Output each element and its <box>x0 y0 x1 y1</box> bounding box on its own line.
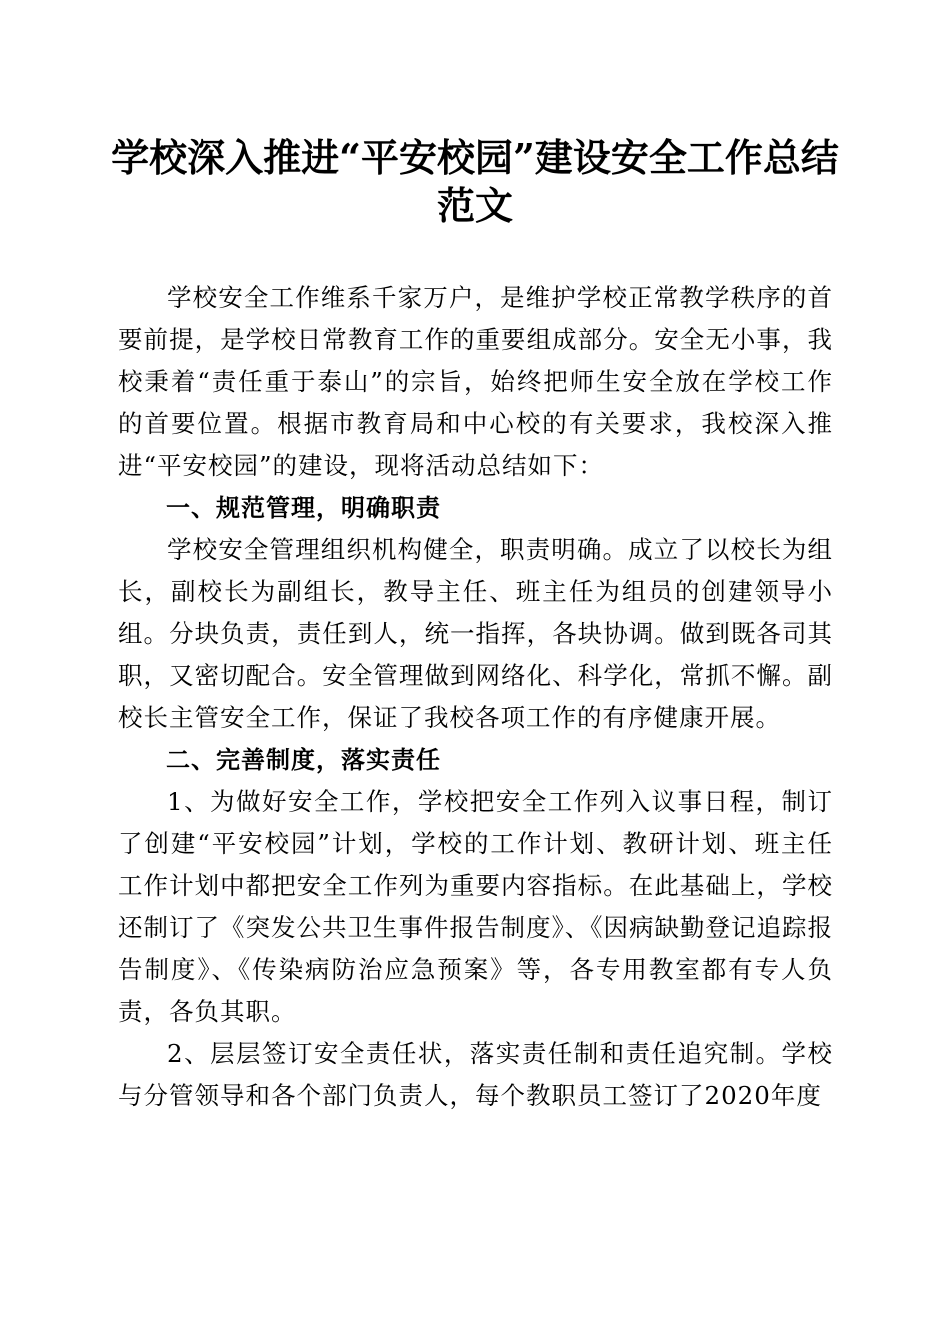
intro-paragraph: 学校安全工作维系千家万户，是维护学校正常教学秩序的首要前提，是学校日常教育工作的重要组成部分。安全无小事，我校秉着“责任重于泰山”的宗旨，始终把师生安全放在学校工作的首要位置。根据市教育局和中心校的有关要求，我校深入推进“平安校园”的建设，现将活动总结如下： <box>118 283 833 480</box>
title-line-2: 范文 <box>436 183 513 228</box>
document-body <box>118 277 833 1117</box>
section-2-heading: 二、完善制度，落实责任 <box>166 746 441 774</box>
section-1-paragraph: 学校安全管理组织机构健全，职责明确。成立了以校长为组长，副校长为副组长，教导主任、班主任为组员的创建领导小组。分块负责，责任到人，统一指挥，各块协调。做到既各司其职，又密切配合。安全管理做到网络化、科学化，常抓不懈。副校长主管安全工作，保证了我校各项工作的有序健康开展。 <box>118 535 833 732</box>
section-2-paragraph-1: 1、为做好安全工作，学校把安全工作列入议事日程，制订了创建“平安校园”计划，学校的工作计划、教研计划、班主任工作计划中都把安全工作列为重要内容指标。在此基础上，学校还制订了《突发公共卫生事件报告制度》、《因病缺勤登记追踪报告制度》、《传染病防治应急预案》等，各专用教室都有专人负责，各负其职。 <box>118 787 833 1026</box>
title-line-1: 学校深入推进“平安校园”建设安全工作总结 <box>111 135 839 180</box>
document-title <box>100 134 850 230</box>
section-2-paragraph-2: 2、层层签订安全责任状，落实责任制和责任追究制。学校与分管领导和各个部门负责人，每个教职员工签订了2020年度 <box>118 1039 833 1110</box>
section-1-heading: 一、规范管理，明确职责 <box>166 494 441 522</box>
